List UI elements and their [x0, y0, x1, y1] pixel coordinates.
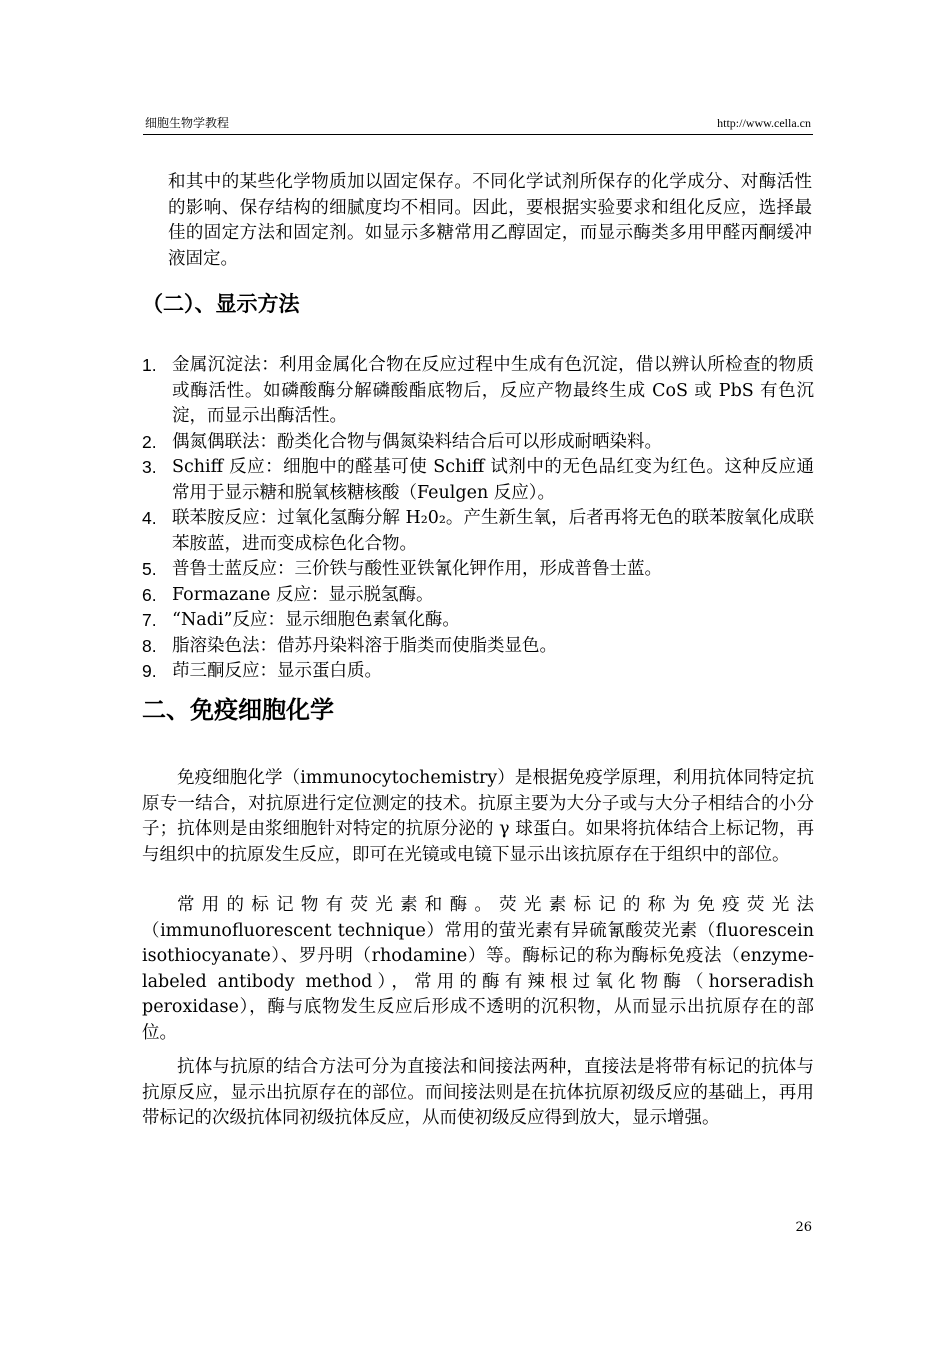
list-item: [142, 430, 814, 456]
list-item: [142, 455, 814, 506]
intro-paragraph: 和其中的某些化学物质加以固定保存。不同化学试剂所保存的化学成分、对酶活性的影响、保存结构的细腻度均不相同。因此，要根据实验要求和组化反应，选择最佳的固定方法和固定剂。如显示多糖常用乙醇固定，而显示酶类多用甲醛丙酮缓冲液固定。: [168, 172, 812, 269]
methods-list: [142, 353, 814, 685]
section-heading: 二、免疫细胞化学: [142, 696, 334, 724]
list-item-number: 9.: [142, 661, 157, 681]
body-paragraph: 抗体与抗原的结合方法可分为直接法和间接法两种，直接法是将带有标记的抗体与抗原反应，显示出抗原存在的部位。而间接法则是在抗体抗原初级反应的基础上，再用带标记的次级抗体同初级抗体反应，从而使初级反应得到放大，显示增强。: [142, 1057, 814, 1128]
list-item-number: 5.: [142, 559, 157, 579]
list-item-number: 3.: [142, 457, 157, 477]
list-item-number: 1.: [142, 355, 157, 375]
list-item-number: 8.: [142, 635, 157, 656]
list-item-number: 2.: [142, 431, 157, 452]
list-item-text: Schiff 反应：细胞中的醛基可使 Schiff 试剂中的无色品红变为红色。这种反应通常用于显示糖和脱氧核糖核酸（Feulgen 反应）。: [172, 457, 814, 503]
header-url[interactable]: http://www.cella.cn: [717, 116, 811, 130]
list-item: [142, 506, 814, 557]
page-number: 26: [795, 1220, 812, 1235]
list-item-text: “Nadi”反应：显示细胞色素氧化酶。: [172, 610, 460, 630]
list-item-number: 7.: [142, 610, 157, 630]
list-item-text: 茚三酮反应：显示蛋白质。: [172, 661, 382, 681]
list-item-text: Formazane 反应：显示脱氢酶。: [172, 584, 434, 605]
list-item-text: 普鲁士蓝反应：三价铁与酸性亚铁氰化钾作用，形成普鲁士蓝。: [172, 559, 662, 579]
list-item-text: 联苯胺反应：过氧化氢酶分解 H₂0₂。产生新生氧，后者再将无色的联苯胺氧化成联苯胺蓝，进而变成棕色化合物。: [172, 508, 814, 554]
list-item-text: 金属沉淀法：利用金属化合物在反应过程中生成有色沉淀，借以辨认所检查的物质或酶活性。如磷酸酶分解磷酸酯底物后，反应产物最终生成 CoS 或 PbS 有色沉淀，而显示出酶活性。: [172, 355, 814, 426]
page-header: [143, 116, 813, 135]
list-item-number: 6.: [142, 584, 157, 605]
list-item: [142, 583, 814, 609]
subsection-heading: （二）、显示方法: [142, 292, 300, 316]
header-book-title: 细胞生物学教程: [145, 116, 230, 130]
list-item: [142, 557, 814, 583]
list-item: [142, 659, 814, 685]
list-item-text: 脂溶染色法：借苏丹染料溶于脂类而使脂类显色。: [172, 635, 557, 656]
body-paragraph: 免疫细胞化学（immunocytochemistry）是根据免疫学原理，利用抗体同特定抗原专一结合，对抗原进行定位测定的技术。抗原主要为大分子或与大分子相结合的小分子；抗体则是由浆细胞针对特定的抗原分泌的 γ 球蛋白。如果将抗体结合上标记物，再与组织中的抗原发生反应，即可在光镜或电镜下显示出该抗原存在于组织中的部位。: [142, 768, 814, 865]
list-item-number: 4.: [142, 508, 157, 528]
list-item: [142, 353, 814, 430]
list-item: [142, 634, 814, 660]
list-item-text: 偶氮偶联法：酚类化合物与偶氮染料结合后可以形成耐晒染料。: [172, 431, 662, 452]
list-item: [142, 608, 814, 634]
body-paragraph: 常用的标记物有荧光素和酶。荧光素标记的称为免疫荧光法（immunofluorescent technique）常用的萤光素有异硫氰酸荧光素（fluorescein isothiocyanate）、罗丹明（rhodamine）等。酶标记的称为酶标免疫法（enzyme-labeled antibody method），常用的酶有辣根过氧化物酶（horseradish peroxidase），酶与底物发生反应后形成不透明的沉积物，从而显示出抗原存在的部位。: [142, 895, 814, 1043]
